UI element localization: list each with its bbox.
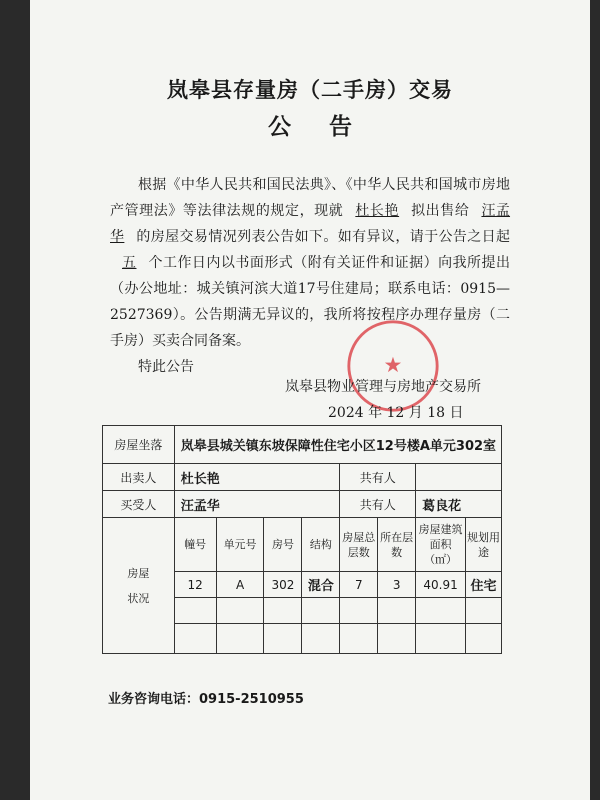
buyer-co-label: 共有人 xyxy=(340,491,416,518)
status-label-2: 状况 xyxy=(127,591,150,605)
location-value: 岚皋县城关镇东坡保障性住宅小区12号楼A单元302室 xyxy=(174,426,501,464)
sign-organization: 岚皋县物业管理与房地产交易所 xyxy=(285,379,481,395)
col-header-room: 房号 xyxy=(264,518,302,572)
para-part-a: 根据《中华人民共和国民法典》、《中华人民共和国城市房地产管理法》等法律法规的规定，现就 xyxy=(110,177,510,219)
status-label-1: 房屋 xyxy=(127,566,150,580)
cell-building: 12 xyxy=(174,572,216,598)
col-header-unit: 单元号 xyxy=(216,518,264,572)
cell-unit: A xyxy=(216,572,264,598)
consultation-phone: 业务咨询电话：0915-2510955 xyxy=(108,692,304,707)
cell-usage: 住宅 xyxy=(466,572,502,598)
seller-inline: 杜长艳 xyxy=(355,203,400,219)
property-table xyxy=(102,425,502,654)
para-part-c: 的房屋交易情况列表公告如下。如有异议，请于公告之日起 xyxy=(136,229,511,245)
buyer-label: 买受人 xyxy=(103,491,175,518)
cell-structure: 混合 xyxy=(302,572,340,598)
col-header-area: 房屋建筑面积（㎡） xyxy=(416,518,466,572)
para-part-b: 拟出售给 xyxy=(411,203,470,219)
buyer-inline: 汪孟华 xyxy=(110,203,511,245)
seller-co-label: 共有人 xyxy=(340,464,416,491)
title-line-2: 公告 xyxy=(268,113,390,140)
buyer-co-value: 葛良花 xyxy=(416,491,502,518)
para-part-d: 个工作日内以书面形式（附有关证件和证据）向我所提出（办公地址：城关镇河滨大道17号住建局；联系电话：0915—2527369）。公告期满无异议的，我所将按程序办理存量房（二手房）买卖合同备案。 xyxy=(110,255,511,349)
notice-paragraph xyxy=(110,172,510,354)
location-label: 房屋坐落 xyxy=(103,426,175,464)
seller-co-value xyxy=(416,464,502,491)
notice-paper xyxy=(30,0,590,800)
col-header-floor: 所在层数 xyxy=(378,518,416,572)
sign-date: 2024 年 12 月 18 日 xyxy=(328,405,464,421)
status-label xyxy=(103,518,175,654)
special-notice: 特此公告 xyxy=(138,359,194,375)
days-inline: 五 xyxy=(122,255,137,271)
cell-room: 302 xyxy=(264,572,302,598)
col-header-total-floors: 房屋总层数 xyxy=(340,518,378,572)
official-seal xyxy=(345,318,441,414)
col-header-building: 幢号 xyxy=(174,518,216,572)
svg-text:★: ★ xyxy=(383,351,403,377)
cell-total-floors: 7 xyxy=(340,572,378,598)
seller-label: 出卖人 xyxy=(103,464,175,491)
buyer-value: 汪孟华 xyxy=(174,491,340,518)
seller-value: 杜长艳 xyxy=(174,464,340,491)
cell-area: 40.91 xyxy=(416,572,466,598)
title-line-1: 岚皋县存量房（二手房）交易 xyxy=(167,77,453,102)
col-header-structure: 结构 xyxy=(302,518,340,572)
cell-floor: 3 xyxy=(378,572,416,598)
notice-body xyxy=(110,172,510,380)
col-header-usage: 规划用途 xyxy=(466,518,502,572)
